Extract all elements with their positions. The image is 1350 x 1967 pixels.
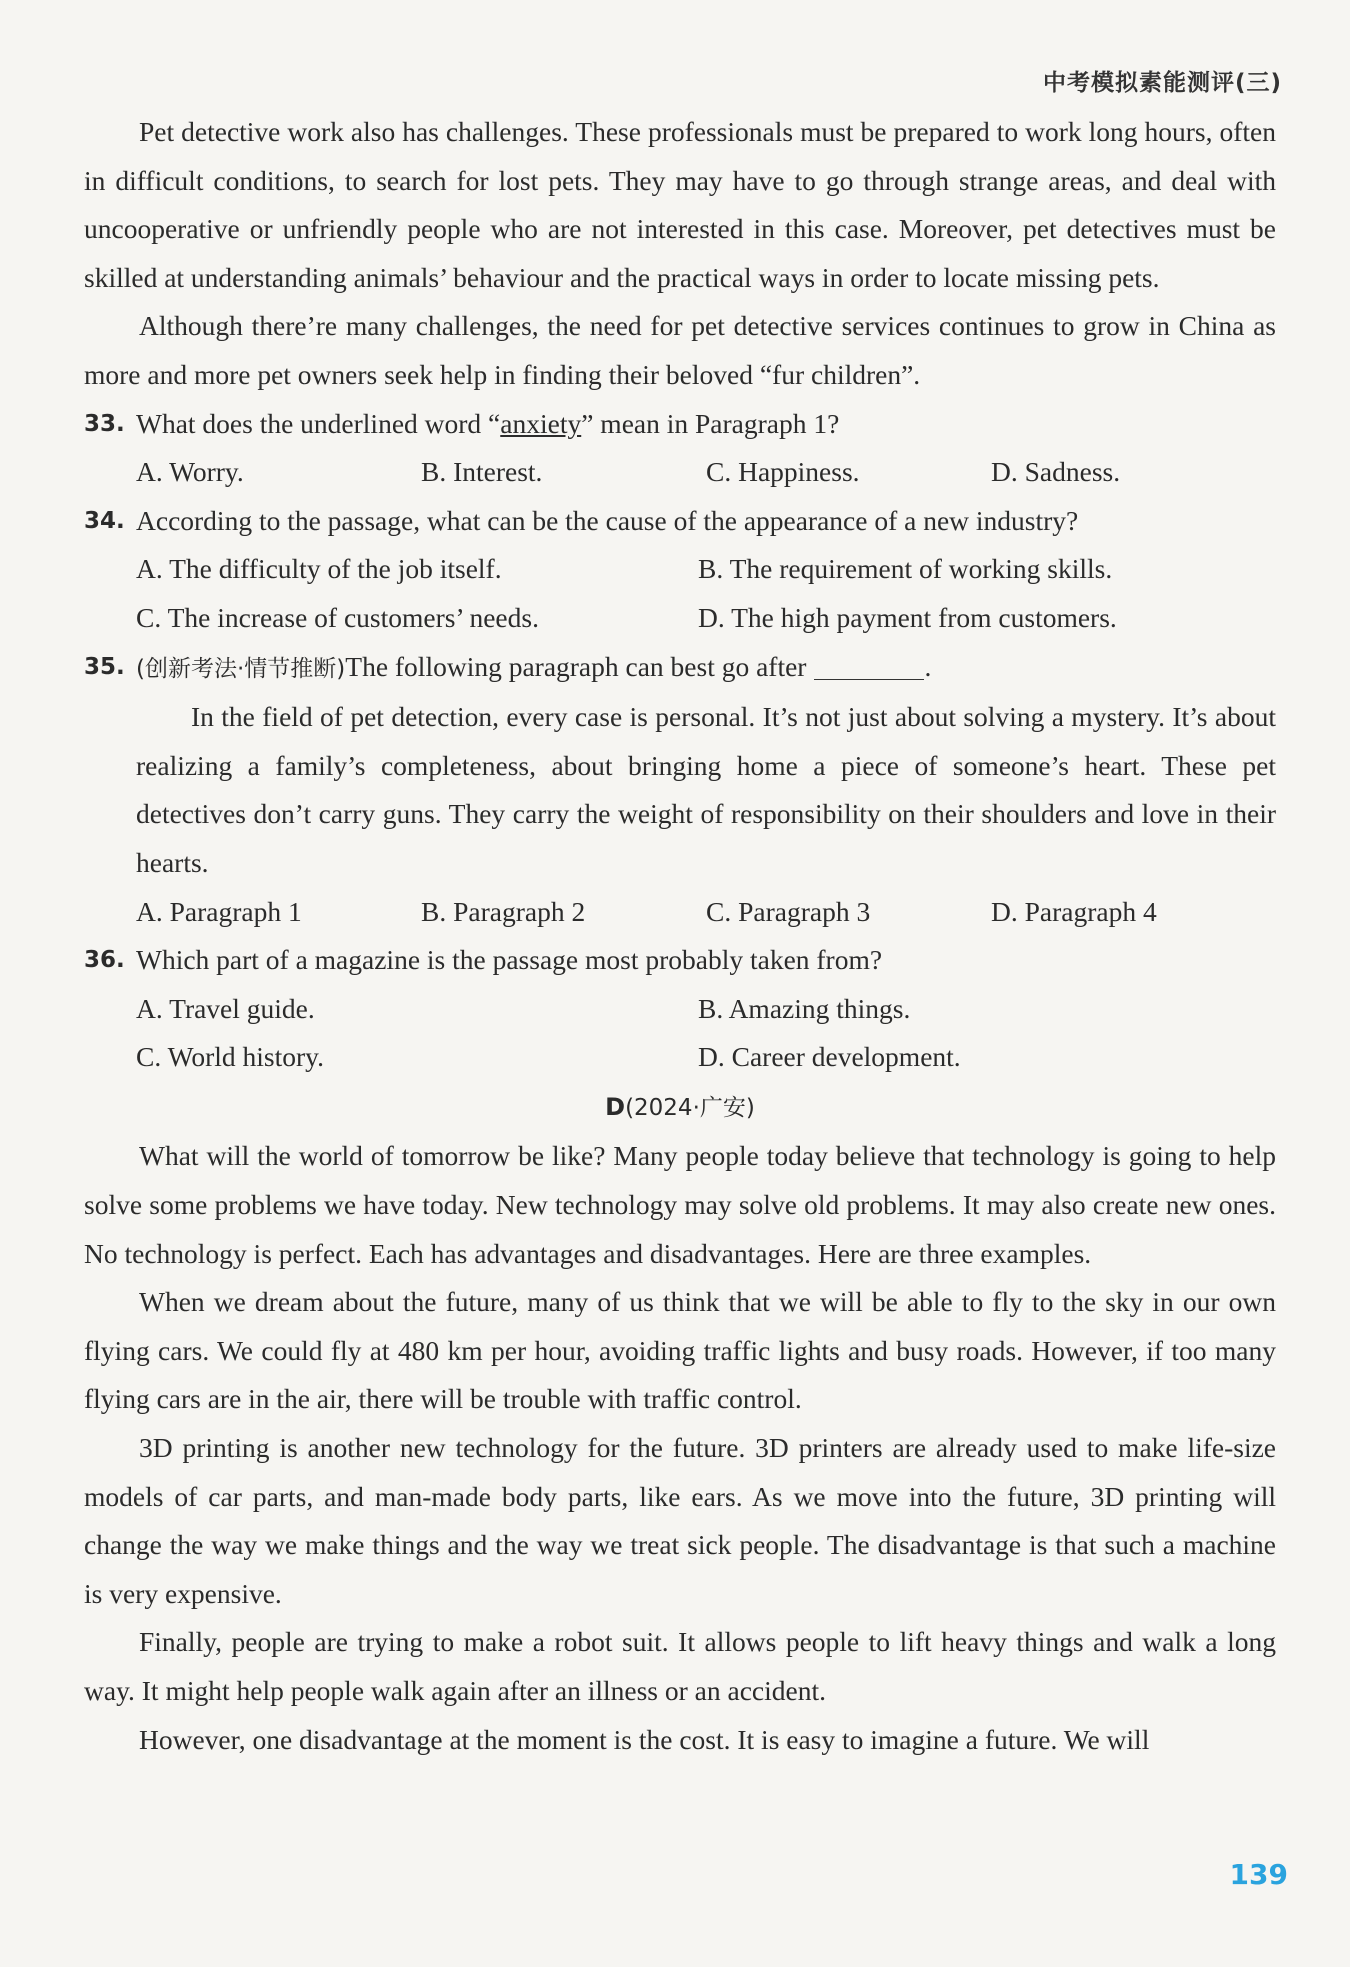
option-d[interactable]: D. Sadness.: [991, 456, 1121, 488]
passage-d-paragraph: What will the world of tomorrow be like? Many people today believe that technology is going to help solve some problems we have today. New technology may solve old problems. It may also create new ones. No technology is perfect. Each has advantages and disadvantages. Here are three examples.: [84, 1140, 1276, 1269]
question-number: 36.: [84, 947, 125, 974]
option-a[interactable]: A. Paragraph 1: [136, 895, 302, 927]
option-b[interactable]: B. The requirement of working skills.: [698, 553, 1113, 585]
option-d[interactable]: D. Paragraph 4: [991, 895, 1157, 927]
option-d[interactable]: D. Career development.: [698, 1041, 961, 1073]
question-tag: (创新考法·情节推断): [136, 655, 346, 682]
option-b[interactable]: B. Paragraph 2: [421, 895, 586, 927]
question-number: 35.: [84, 653, 125, 680]
passage-c-paragraph: Although there’re many challenges, the need for pet detective services continues to grow in China as more and more pet owners seek help in finding their beloved “fur children”.: [84, 310, 1276, 390]
question-36-options: [84, 985, 1276, 1082]
section-title: [84, 1082, 1276, 1133]
option-c[interactable]: C. Paragraph 3: [706, 895, 871, 927]
answer-blank[interactable]: [814, 678, 924, 680]
question-33: [84, 400, 1276, 449]
question-number: 34.: [84, 507, 125, 534]
question-number: 33.: [84, 410, 125, 437]
option-a[interactable]: A. Worry.: [136, 456, 244, 488]
question-33-options: [84, 448, 1276, 497]
question-text: According to the passage, what can be the cause of the appearance of a new industry?: [136, 504, 1079, 536]
underlined-word: anxiety: [500, 407, 582, 439]
passage-d-paragraph: When we dream about the future, many of us think that we will be able to fly to the sky in our own flying cars. We could fly at 480 km per hour, avoiding traffic lights and busy roads. However, if too many flying cars are in the air, there will be trouble with traffic control.: [84, 1286, 1276, 1415]
option-d[interactable]: D. The high payment from customers.: [698, 601, 1117, 633]
inserted-paragraph: [84, 693, 1276, 887]
question-text: The following paragraph can best go after: [345, 650, 807, 682]
page-header: 中考模拟素能测评(三): [1042, 70, 1282, 96]
question-text-end: .: [924, 650, 932, 682]
passage-c-paragraph: Pet detective work also has challenges. These professionals must be prepared to work long hours, often in difficult conditions, to search for lost pets. They may have to go through strange areas, and deal with uncooperative or unfriendly people who are not interested in this case. Moreover, pet detectives must be skilled at understanding animals’ behaviour and the practical ways in order to locate missing pets.: [84, 116, 1276, 293]
section-source: (2024·广安): [625, 1094, 755, 1121]
option-b[interactable]: B. Amazing things.: [698, 992, 911, 1024]
passage-d-paragraph: 3D printing is another new technology for the future. 3D printers are already used to make life-size models of car parts, and man-made body parts, like ears. As we move into the future, 3D printing will change the way we make things and the way we treat sick people. The disadvantage is that such a machine is very expensive.: [84, 1432, 1276, 1609]
question-35-options: [84, 888, 1276, 937]
option-a[interactable]: A. The difficulty of the job itself.: [136, 553, 502, 585]
section-letter: D: [605, 1092, 626, 1121]
passage-d-paragraph: However, one disadvantage at the moment is the cost. It is easy to imagine a future. We will: [139, 1723, 1150, 1755]
question-35: [84, 643, 1276, 694]
passage-d-paragraph: Finally, people are trying to make a robot suit. It allows people to lift heavy things and walk a long way. It might help people walk again after an illness or an accident.: [84, 1626, 1276, 1706]
option-c[interactable]: C. The increase of customers’ needs.: [136, 601, 539, 633]
question-34: [84, 497, 1276, 546]
question-text: Which part of a magazine is the passage most probably taken from?: [136, 944, 883, 976]
page-content: [84, 108, 1276, 1764]
option-a[interactable]: A. Travel guide.: [136, 992, 315, 1024]
question-text-pre: What does the underlined word “: [136, 407, 501, 439]
question-36: [84, 936, 1276, 985]
option-b[interactable]: B. Interest.: [421, 456, 543, 488]
question-34-options: [84, 545, 1276, 642]
option-c[interactable]: C. Happiness.: [706, 456, 860, 488]
question-text-post: ” mean in Paragraph 1?: [581, 407, 840, 439]
option-c[interactable]: C. World history.: [136, 1041, 325, 1073]
page-number: 139: [1229, 1858, 1288, 1891]
inserted-paragraph-text: In the field of pet detection, every case is personal. It’s not just about solving a mystery. It’s about realizing a family’s completeness, about bringing home a piece of someone’s heart. These pet detectives don’t carry guns. They carry the weight of responsibility on their shoulders and love in their hearts.: [136, 701, 1276, 878]
